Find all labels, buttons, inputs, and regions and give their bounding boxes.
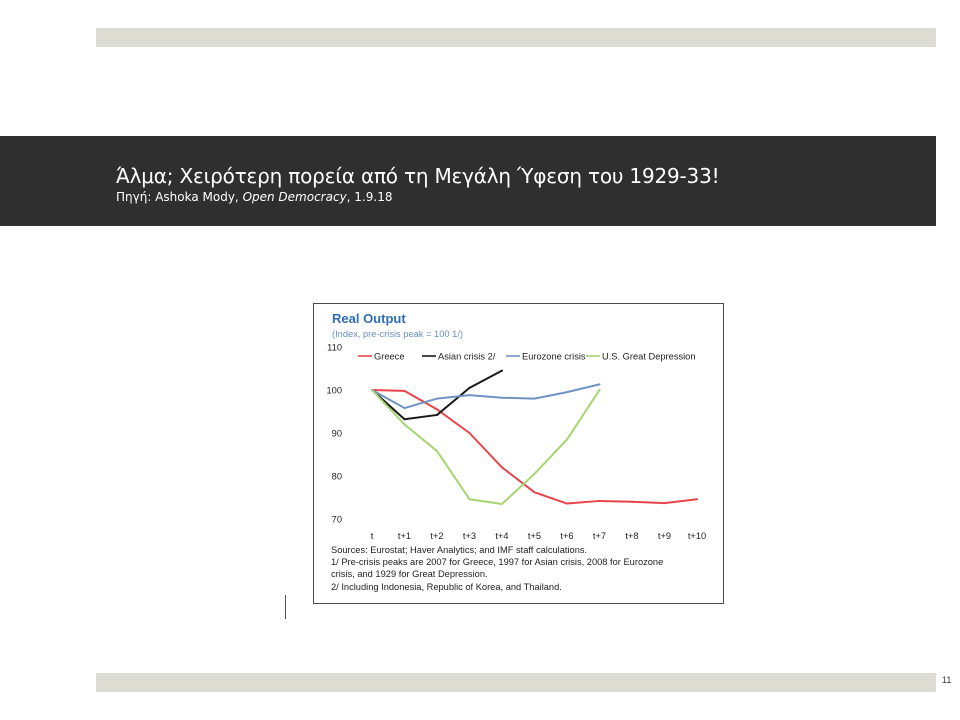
series-point-3 [534,473,536,475]
series-point-2 [501,397,503,399]
series-point-3 [404,423,406,425]
x-tick-label: t+5 [527,531,542,541]
y-tick-label: 70 [331,514,342,525]
series-point-2 [404,407,406,409]
source-publication: Open Democracy [242,190,347,204]
x-tick-label: t+1 [397,531,412,541]
x-tick-label: t+7 [592,531,607,541]
source-date: , 1.9.18 [346,190,393,204]
series-point-0 [566,503,568,505]
series-point-0 [631,501,633,503]
real-output-chart [313,303,724,604]
legend-label: Eurozone crisis [522,351,586,362]
series-point-0 [436,408,438,410]
chart-svg [314,304,723,544]
chart-note: crisis, and 1929 for Great Depression. [331,569,488,580]
series-point-3 [469,498,471,500]
series-point-3 [566,438,568,440]
series-line-0 [372,390,697,504]
slide-title: Άλμα; Χειρότερη πορεία από τη Μεγάλη Ύφεση του 1929-33! [116,164,720,188]
x-tick-label: t+2 [430,531,444,541]
bottom-decorative-bar [96,673,936,692]
y-tick-label: 100 [326,385,342,396]
x-tick-label: t [370,531,374,541]
chart-note: 2/ Including Indonesia, Republic of Korea, and Thailand. [331,581,562,592]
x-tick-label: t+3 [462,531,477,541]
slide-source [116,190,392,204]
x-tick-label: t+4 [495,531,509,541]
series-point-2 [469,394,471,396]
x-tick-label: t+9 [657,531,672,541]
series-point-0 [696,498,698,500]
legend-label: U.S. Great Depression [602,351,696,362]
y-tick-label: 80 [331,471,342,482]
series-point-3 [501,503,503,505]
series-point-2 [566,391,568,393]
y-tick-label: 90 [331,428,342,439]
chart-notes [331,544,716,593]
chart-note: Sources: Eurostat; Haver Analytics; and IMF staff calculations. [331,545,588,555]
series-point-0 [664,502,666,504]
series-point-2 [599,383,601,385]
text-cursor-mark [285,595,286,619]
legend-label: Asian crisis 2/ [438,351,496,362]
series-point-0 [469,432,471,434]
series-point-0 [404,390,406,392]
source-prefix: Πηγή: Ashoka Mody, [116,190,243,204]
series-point-1 [501,370,503,372]
legend-label: Greece [374,351,405,362]
series-point-1 [469,387,471,389]
series-point-1 [436,414,438,416]
chart-title: Real Output [332,311,406,326]
series-point-3 [599,389,601,391]
y-tick-label: 110 [327,342,342,353]
series-line-2 [372,384,600,408]
series-point-2 [534,398,536,400]
chart-note: 1/ Pre-crisis peaks are 2007 for Greece, 1997 for Asian crisis, 2008 for Eurozone [331,557,664,568]
x-tick-label: t+10 [687,531,707,541]
series-point-3 [436,450,438,452]
x-tick-label: t+8 [625,531,639,541]
series-point-0 [501,466,503,468]
series-point-0 [534,491,536,493]
series-point-2 [436,398,438,400]
x-tick-label: t+6 [560,531,574,541]
top-decorative-bar [96,28,936,47]
series-point-1 [404,418,406,420]
page-number: 11 [942,675,952,685]
chart-subtitle: (Index, pre-crisis peak = 100 1/) [332,329,463,339]
series-point-0 [599,500,601,502]
series-point-3 [371,389,373,391]
